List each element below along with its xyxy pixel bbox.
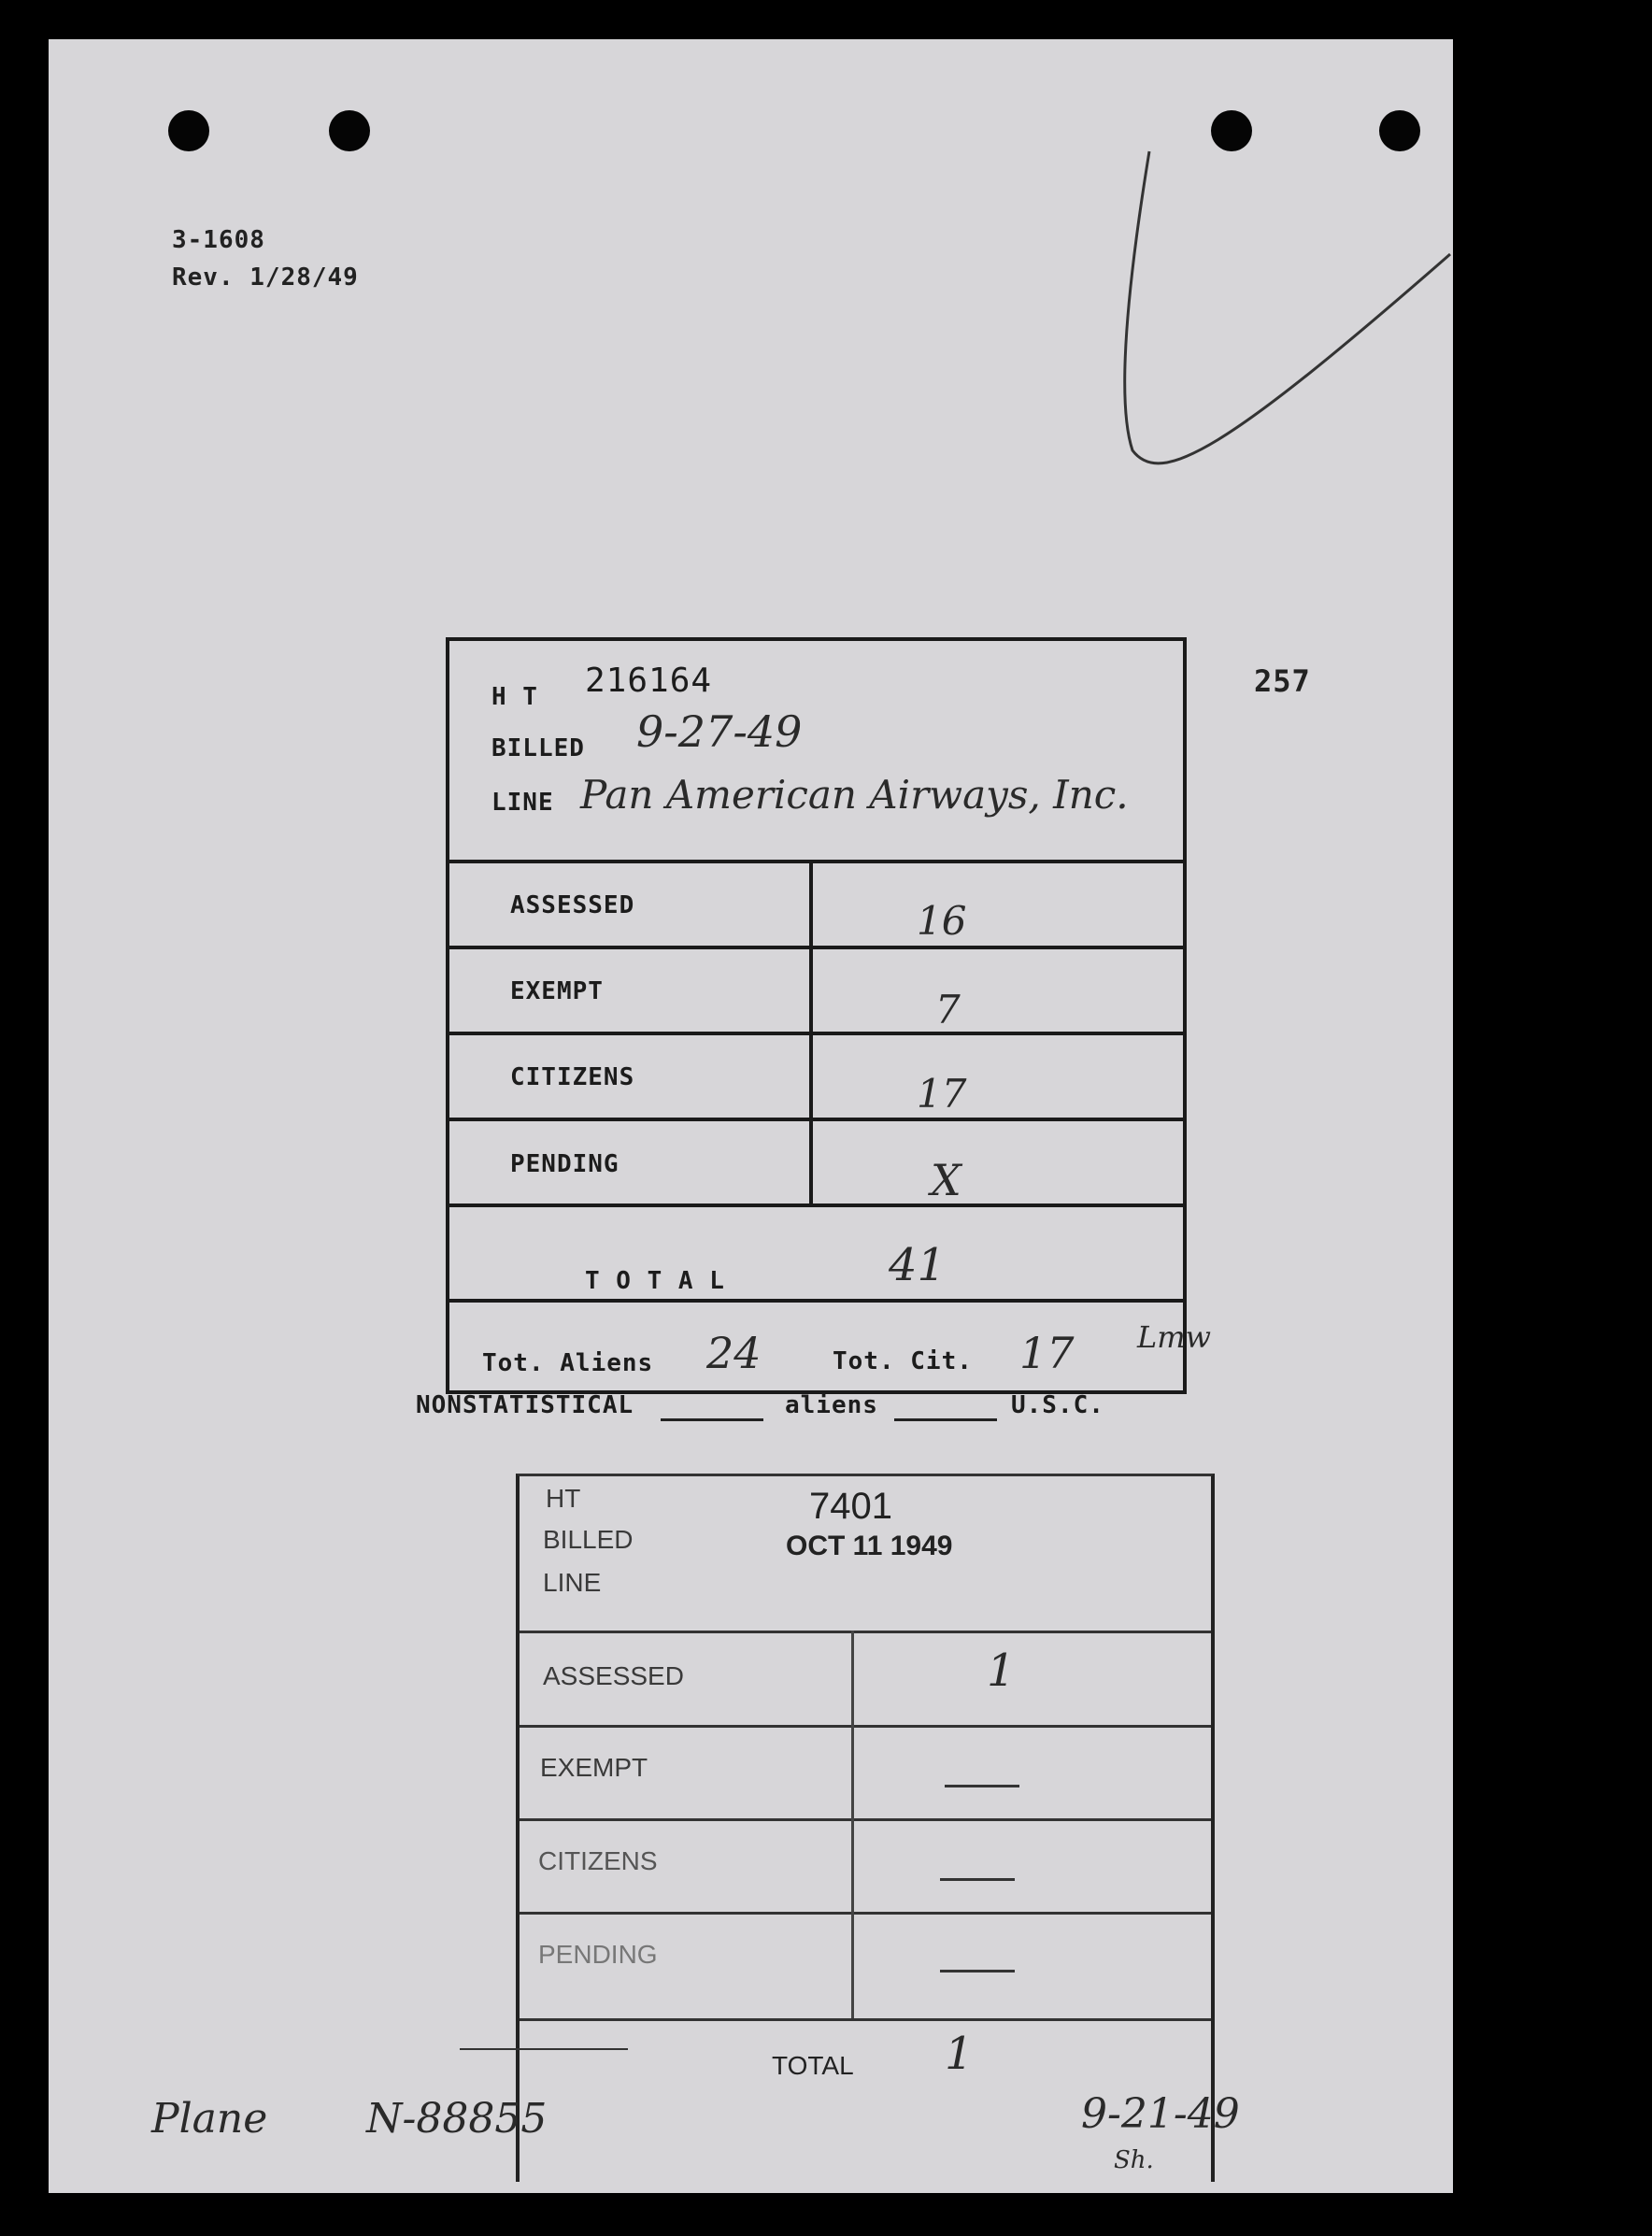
billed-label: BILLED — [543, 1525, 634, 1554]
card-initials: Lmw — [1137, 1319, 1211, 1355]
divider — [520, 2018, 1211, 2021]
exempt-dash — [945, 1785, 1019, 1787]
aliens-label: aliens — [785, 1391, 878, 1419]
line-value: Pan American Airways, Inc. — [580, 772, 1129, 818]
citizens-dash — [940, 1878, 1015, 1881]
pending-label: PENDING — [510, 1150, 620, 1178]
billed-date: 9-27-49 — [636, 706, 803, 757]
usc-label: U.S.C. — [1011, 1391, 1104, 1419]
ht-number: 7401 — [809, 1486, 892, 1527]
divider — [520, 1725, 1211, 1728]
line-label: LINE — [491, 789, 554, 817]
divider — [449, 860, 1183, 863]
assessed-label: ASSESSED — [510, 891, 635, 919]
ht-label: H T — [491, 683, 538, 711]
punch-hole — [168, 110, 209, 151]
column-divider — [809, 860, 813, 1203]
tot-cit-value: 17 — [1019, 1328, 1075, 1378]
assessed-label: ASSESSED — [543, 1661, 684, 1690]
form-revision: Rev. 1/28/49 — [172, 263, 359, 292]
plane-label: Plane — [151, 2095, 268, 2143]
billed-date-stamp: OCT 11 1949 — [786, 1531, 953, 1561]
divider — [449, 1118, 1183, 1121]
divider — [449, 1203, 1183, 1207]
form-number: 3-1608 — [172, 226, 265, 254]
punch-hole — [329, 110, 370, 151]
line-label: LINE — [543, 1568, 602, 1597]
total-label: TOTAL — [772, 2051, 854, 2080]
tot-cit-label: Tot. Cit. — [833, 1347, 973, 1375]
citizens-label: CITIZENS — [510, 1063, 635, 1091]
check-mark-icon — [1048, 114, 1460, 525]
citizens-value: 17 — [917, 1071, 967, 1117]
manifest-card — [446, 637, 1187, 1394]
total-value: 41 — [889, 1239, 947, 1291]
divider — [449, 1032, 1183, 1035]
ht-number: 216164 — [585, 662, 713, 700]
document-page — [49, 39, 1453, 2193]
aliens-blank — [894, 1418, 997, 1421]
divider — [520, 1912, 1211, 1915]
stamp-card — [516, 1474, 1215, 2182]
plane-number: N-88855 — [366, 2095, 548, 2143]
exempt-value: 7 — [935, 987, 961, 1033]
total-label: T O T A L — [585, 1267, 725, 1295]
billed-label: BILLED — [491, 734, 585, 762]
nonstatistical-label: NONSTATISTICAL — [416, 1391, 634, 1419]
divider — [449, 946, 1183, 949]
divider — [520, 1818, 1211, 1821]
exempt-label: EXEMPT — [510, 977, 604, 1005]
pending-value: X — [931, 1155, 961, 1205]
ht-label: HT — [546, 1484, 581, 1513]
assessed-value: 1 — [987, 1645, 1016, 1697]
exempt-label: EXEMPT — [540, 1753, 648, 1782]
assessed-value: 16 — [917, 898, 967, 944]
pending-dash — [940, 1970, 1015, 1973]
footer-date: 9-21-49 — [1081, 2090, 1240, 2138]
tot-aliens-value: 24 — [706, 1328, 762, 1378]
divider — [520, 1631, 1211, 1633]
column-divider — [851, 1631, 854, 2018]
divider — [449, 1299, 1183, 1303]
tot-aliens-label: Tot. Aliens — [482, 1349, 654, 1377]
total-value: 1 — [945, 2028, 974, 2080]
citizens-label: CITIZENS — [538, 1846, 658, 1875]
footer-initials: Sh. — [1114, 2146, 1154, 2174]
page-number: 257 — [1254, 663, 1311, 699]
footer-rule — [460, 2048, 628, 2050]
nonstatistical-blank — [661, 1418, 763, 1421]
pending-label: PENDING — [538, 1940, 658, 1969]
